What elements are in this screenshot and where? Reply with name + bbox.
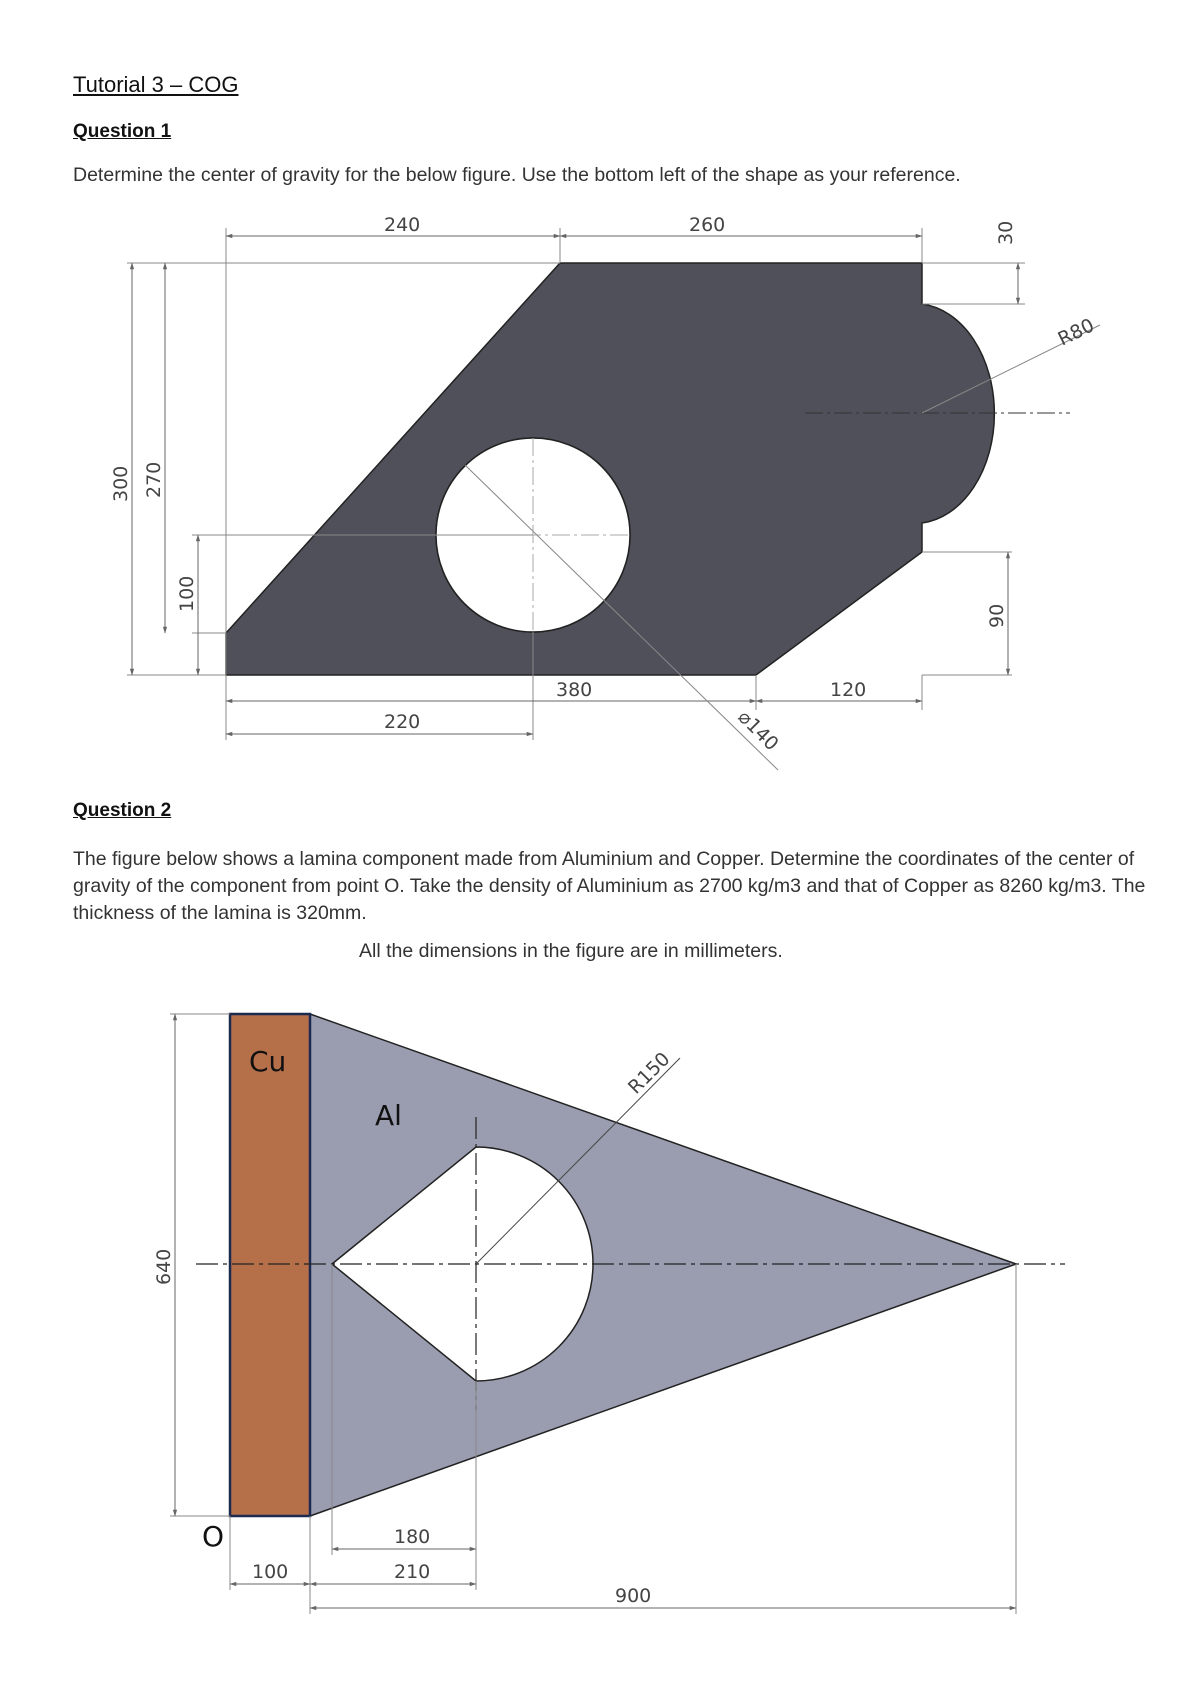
q1-dim-90: 90 (986, 603, 1008, 628)
q1-dim-30: 30 (995, 220, 1017, 245)
q2-dim-r150: R150 (623, 1047, 675, 1099)
q2-dim-180: 180 (394, 1526, 431, 1548)
q2-dim-100: 100 (252, 1561, 289, 1583)
page-title: Tutorial 3 – COG (73, 72, 239, 97)
q1-dim-220: 220 (384, 711, 421, 733)
question-2-heading: Question 2 (73, 800, 172, 821)
question-2-prompt: The figure below shows a lamina component made from Aluminium and Copper. Determine the coordinates of the center of gravity of the component from point O. Take the density of Aluminium as 2700 kg/m3 and that of Copper as 8260 kg/m3. The thickness of the lamina is 320mm. (73, 848, 1146, 924)
q2-dim-210: 210 (394, 1561, 431, 1583)
question-2-note: All the dimensions in the figure are in millimeters. (359, 940, 783, 962)
q1-dim-380: 380 (556, 679, 593, 701)
q2-copper-strip (230, 1014, 310, 1516)
q1-dim-260: 260 (689, 214, 726, 236)
q2-dim-900: 900 (615, 1585, 652, 1607)
q1-dim-100: 100 (176, 575, 198, 612)
q2-label-origin: O (202, 1520, 225, 1553)
q2-dim-640: 640 (153, 1248, 175, 1285)
q1-dim-270: 270 (143, 461, 165, 498)
q1-dim-r80: R80 (1054, 314, 1098, 351)
question-1-heading: Question 1 (73, 121, 172, 142)
q1-dim-diameter: ⌀140 (733, 705, 783, 756)
q1-dim-300: 300 (110, 465, 132, 502)
q2-aluminium-plate (310, 1014, 1016, 1516)
question-1-prompt: Determine the center of gravity for the below figure. Use the bottom left of the shape as your reference. (73, 164, 961, 186)
q1-dim-120: 120 (830, 679, 867, 701)
q1-dim-240: 240 (384, 214, 421, 236)
q2-label-cu: Cu (249, 1045, 287, 1078)
q2-label-al: Al (375, 1099, 402, 1132)
